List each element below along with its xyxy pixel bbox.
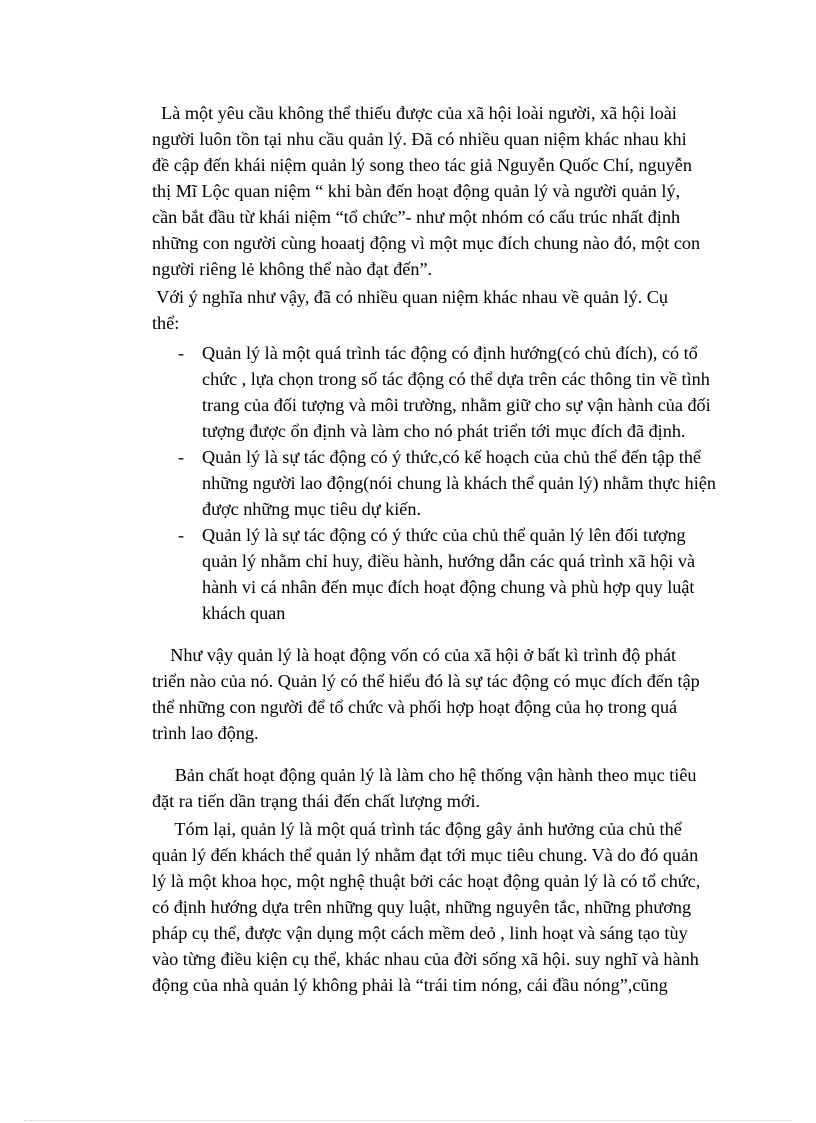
text-line: đặt ra tiến dần trạng thái đến chất lượng mới.: [152, 791, 481, 811]
text-line: thị Mĩ Lộc quan niệm “ khi bàn đến hoạt động quản lý và người quản lý,: [152, 181, 681, 201]
text-line: cần bắt đầu từ khái niệm “tổ chức”- như một nhóm có cấu trúc nhất định: [152, 207, 681, 227]
text-line: tượng được ổn định và làm cho nó phát triển tới mục đích đã định.: [202, 421, 686, 441]
text-line: động của nhà quản lý không phải là “trái tim nóng, cái đầu nóng”,cũng: [152, 975, 668, 995]
text-line: đề cập đến khái niệm quản lý song theo tác giả Nguyễn Quốc Chí, nguyễn: [152, 155, 692, 175]
text-line: Như vậy quản lý là hoạt động vốn có của xã hội ở bất kì trình độ phát: [152, 645, 677, 665]
bullet-marker: -: [178, 343, 185, 363]
text-line: được những mục tiêu dự kiến.: [202, 499, 422, 519]
text-line: Tóm lại, quản lý là một quá trình tác động gây ảnh hưởng của chủ thể: [152, 819, 682, 839]
definition-bullet: [178, 444, 720, 522]
text-line: người luôn tồn tại nhu cầu quản lý. Đã có nhiều quan niệm khác nhau khi: [152, 129, 687, 149]
text-line: thể:: [152, 313, 180, 333]
text-line: Quản lý là sự tác động có ý thức của chủ thể quản lý lên đối tượng: [202, 525, 686, 545]
text-line: vào từng điều kiện cụ thể, khác nhau của đời sống xã hội. suy nghĩ và hành: [152, 949, 699, 969]
text-line: chức , lựa chọn trong số tác động có thể dựa trên các thông tin về tình: [202, 369, 710, 389]
text-line: Bản chất hoạt động quản lý là làm cho hệ thống vận hành theo mục tiêu: [152, 765, 697, 785]
paragraph-tom-lai: [152, 816, 720, 998]
text-line: người riêng lẻ không thể nào đạt đến”.: [152, 259, 433, 279]
paragraph-nhu-vay: [152, 642, 720, 746]
paragraph-ban-chat: [152, 762, 720, 814]
text-line: những con người cùng hoaatj động vì một mục đích chung nào đó, một con: [152, 233, 701, 253]
definition-bullet: [178, 522, 720, 626]
text-line: khách quan: [202, 603, 286, 623]
text-line: trang của đối tượng và môi trường, nhằm giữ cho sự vận hành của đối: [202, 395, 711, 415]
text-line: Là một yêu cầu không thể thiếu được của xã hội loài người, xã hội loài: [152, 103, 677, 123]
text-line: có định hướng dựa trên những quy luật, những nguyên tắc, những phương: [152, 897, 692, 917]
text-line: quản lý nhằm chỉ huy, điều hành, hướng dẫn các quá trình xã hội và: [202, 551, 696, 571]
text-line: pháp cụ thể, được vận dụng một cách mềm deỏ , linh hoạt và sáng tạo tùy: [152, 923, 688, 943]
bullet-marker: -: [178, 447, 185, 467]
lead-in-paragraph: [152, 284, 720, 336]
text-line: trình lao động.: [152, 723, 259, 743]
text-line: Với ý nghĩa như vậy, đã có nhiều quan niệm khác nhau về quản lý. Cụ: [152, 287, 668, 307]
text-line: những người lao động(nói chung là khách thể quản lý) nhằm thực hiện: [202, 473, 716, 493]
page-bottom-divider: [24, 1120, 792, 1121]
text-line: Quản lý là một quá trình tác động có định hướng(có chủ đích), có tổ: [202, 343, 698, 363]
text-line: triển nào của nó. Quản lý có thể hiểu đó là sự tác động có mục đích đến tập: [152, 671, 700, 691]
intro-paragraph: [152, 100, 720, 282]
definition-bullet: [178, 340, 720, 444]
text-line: hành vi cá nhân đến mục đích hoạt động chung và phù hợp quy luật: [202, 577, 695, 597]
text-line: quản lý đến khách thể quản lý nhằm đạt tới mục tiêu chung. Và do đó quản: [152, 845, 699, 865]
text-line: lý là một khoa học, một nghệ thuật bởi các hoạt động quản lý là có tổ chức,: [152, 871, 701, 891]
bullet-marker: -: [178, 525, 185, 545]
text-line: thể những con người để tổ chức và phối hợp hoạt động của họ trong quá: [152, 697, 678, 717]
text-line: Quản lý là sự tác động có ý thức,có kế hoạch của chủ thể đến tập thể: [202, 447, 701, 467]
